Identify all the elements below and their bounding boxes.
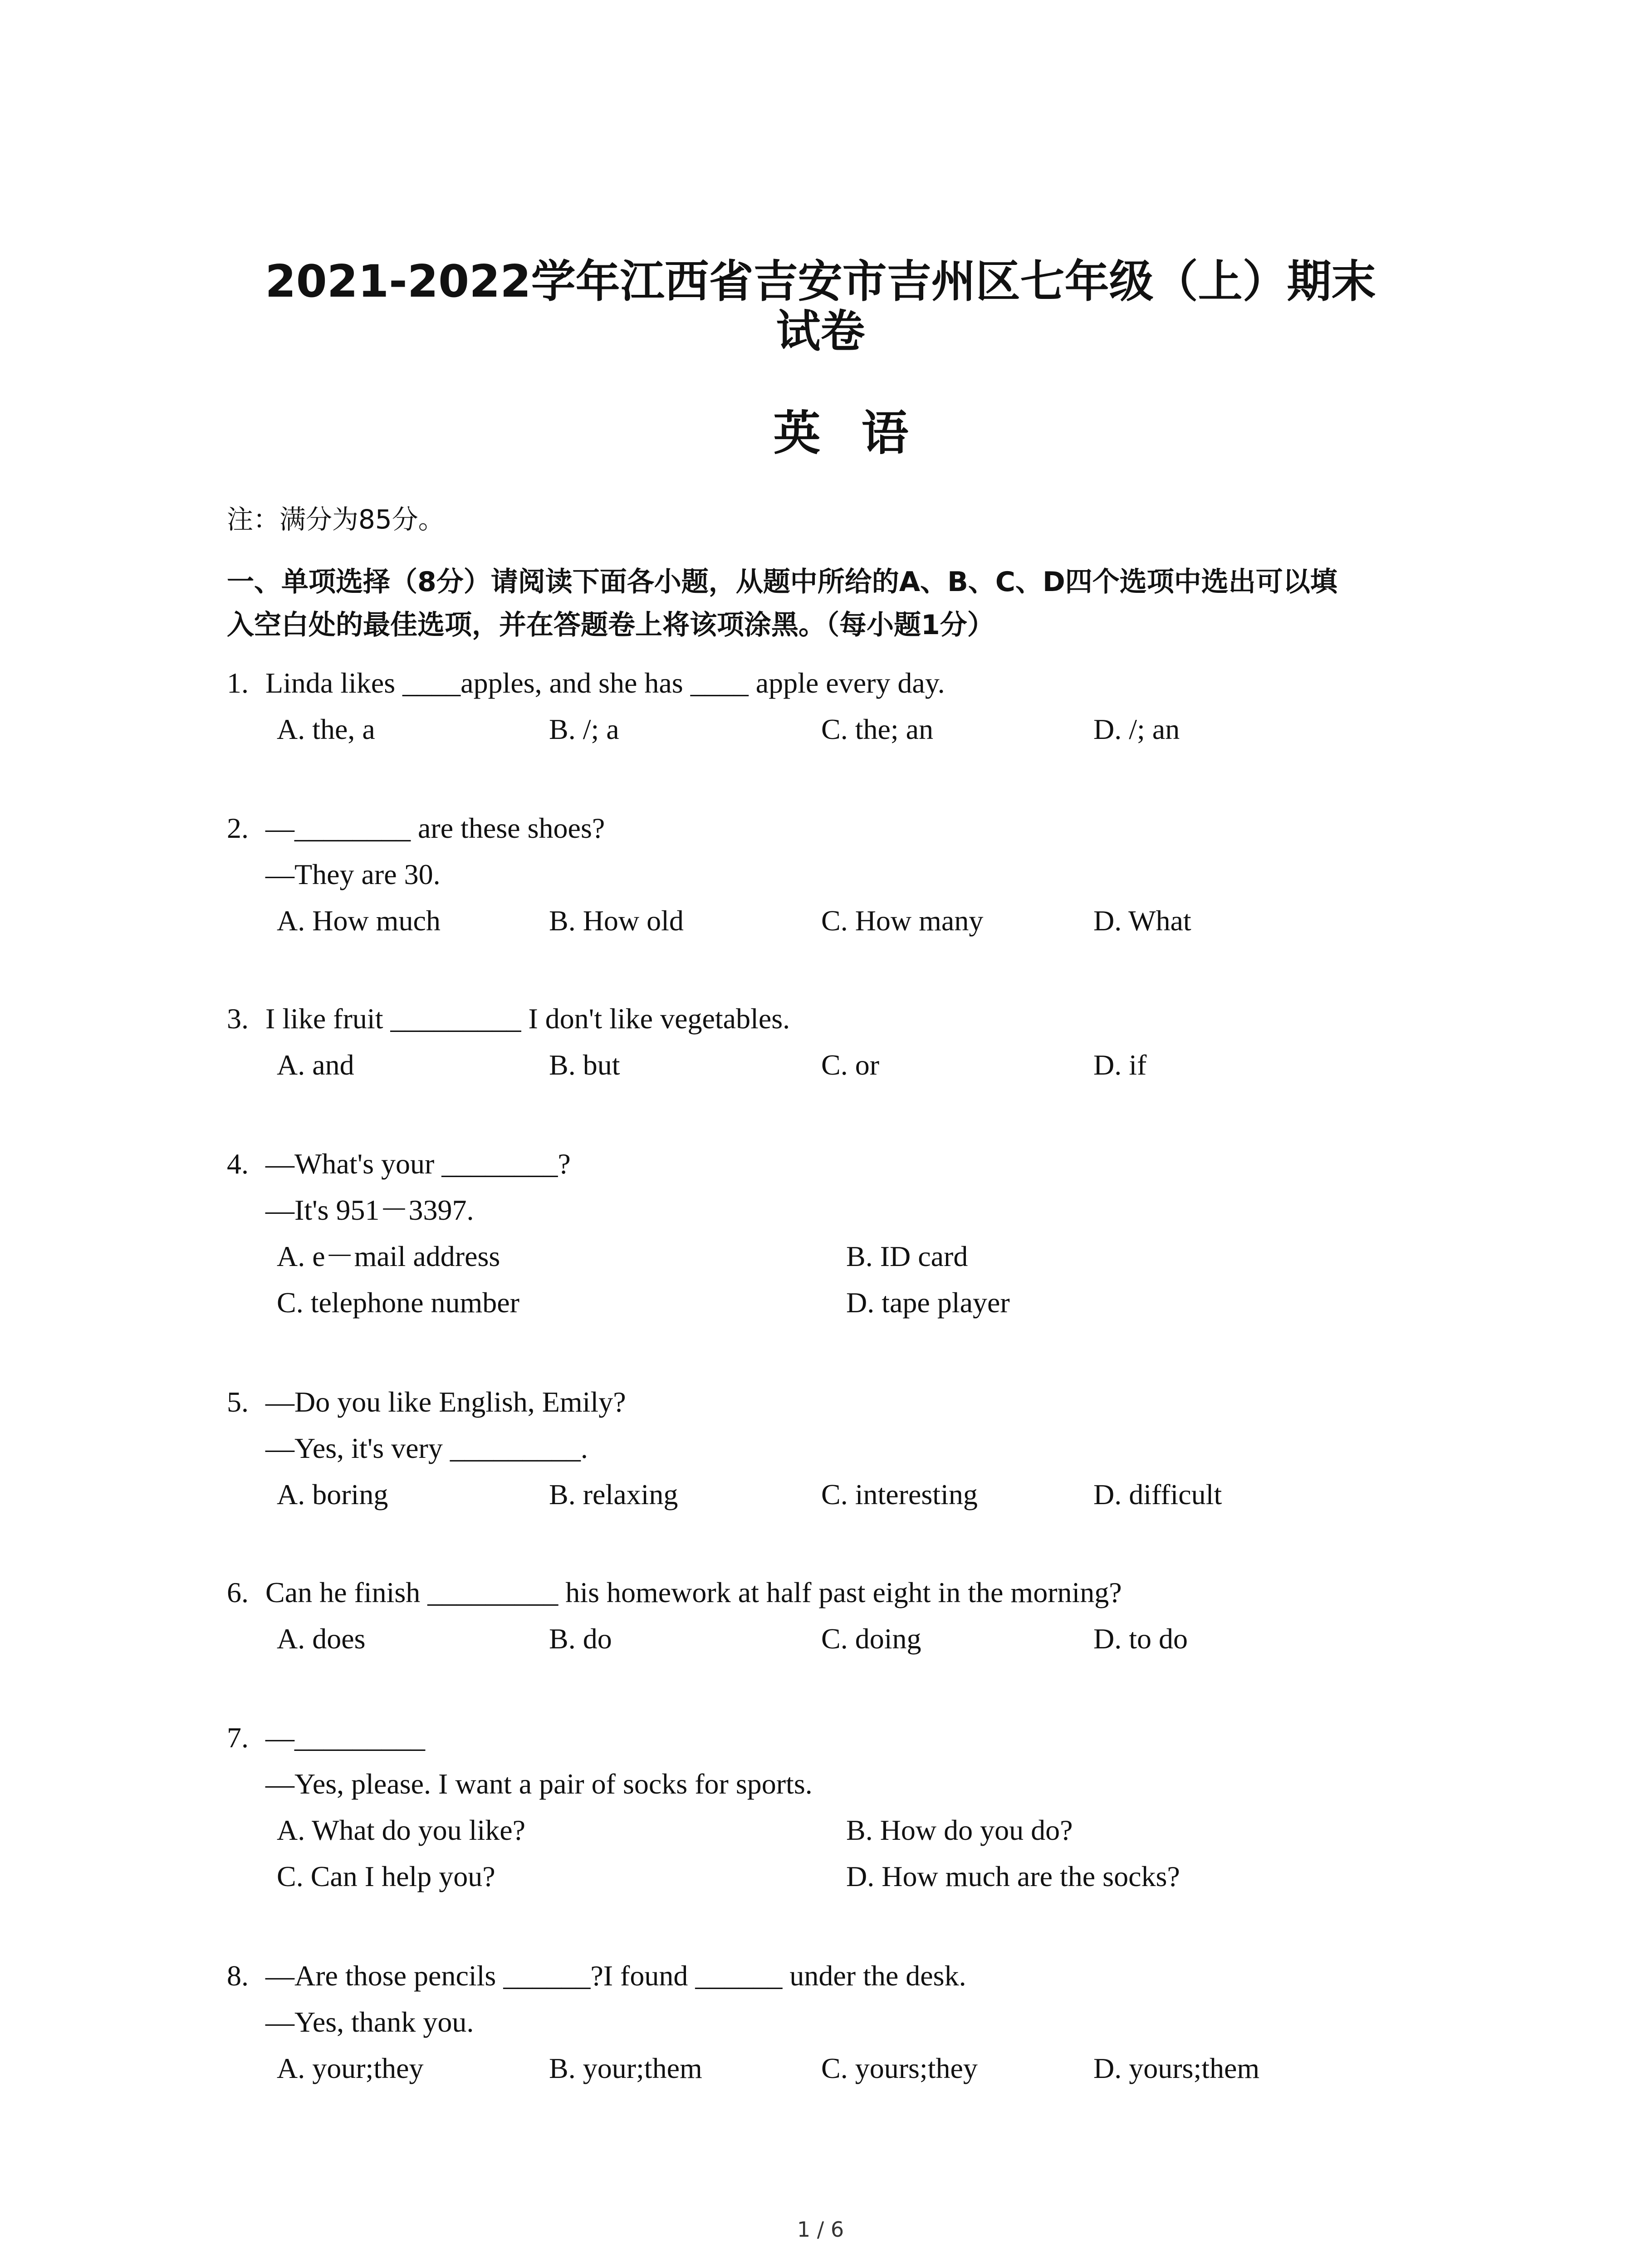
question-stem-answer: —Yes, please. I want a pair of socks for sports. [265, 1768, 813, 1800]
question-stem-answer: —It's 951－3397. [265, 1194, 474, 1226]
option-a: A. does [277, 1623, 366, 1655]
option-a: A. and [277, 1049, 354, 1081]
option-c: C. telephone number [277, 1286, 519, 1319]
question-stem-answer: —They are 30. [265, 858, 441, 890]
option-d: D. if [1093, 1049, 1147, 1081]
option-b: B. relaxing [549, 1478, 678, 1510]
question-number: 5. [227, 1386, 249, 1418]
question-number: 6. [227, 1576, 249, 1608]
subject-heading: 英语 [773, 406, 950, 461]
question-stem-answer: —Yes, it's very _________. [265, 1432, 588, 1464]
option-c: C. interesting [821, 1478, 978, 1510]
question-number: 7. [227, 1721, 249, 1754]
question-stem-answer: —Yes, thank you. [265, 2006, 474, 2038]
option-b: B. ID card [846, 1240, 968, 1272]
question-stem: Can he finish _________ his homework at half past eight in the morning? [265, 1576, 1122, 1608]
option-d: D. to do [1093, 1623, 1188, 1655]
score-note: 注：满分为85分。 [227, 504, 445, 535]
option-d: D. tape player [846, 1286, 1010, 1319]
question-stem: Linda likes ____apples, and she has ____ apple every day. [265, 667, 945, 699]
option-c: C. or [821, 1049, 879, 1081]
option-c: C. Can I help you? [277, 1860, 495, 1892]
option-a: A. What do you like? [277, 1814, 526, 1846]
question-number: 2. [227, 812, 249, 844]
question-stem: —_________ [265, 1721, 425, 1754]
option-d: D. /; an [1093, 713, 1180, 745]
exam-title-line1: 2021-2022学年江西省吉安市吉州区七年级（上）期末 [265, 256, 1376, 308]
question-stem: —Are those pencils ______?I found ______ under the desk. [265, 1960, 966, 1992]
option-c: C. yours;they [821, 2052, 978, 2084]
option-a: A. your;they [277, 2052, 424, 2084]
question-stem: —What's your ________? [265, 1148, 571, 1180]
option-b: B. /; a [549, 713, 619, 745]
question-stem: —________ are these shoes? [265, 812, 605, 844]
question-number: 3. [227, 1002, 249, 1035]
option-a: A. How much [277, 904, 441, 937]
question-number: 4. [227, 1148, 249, 1180]
option-d: D. difficult [1093, 1478, 1222, 1510]
option-b: B. How old [549, 904, 684, 937]
option-d: D. How much are the socks? [846, 1860, 1180, 1892]
option-d: D. yours;them [1093, 2052, 1260, 2084]
question-number: 1. [227, 667, 249, 699]
option-b: B. How do you do? [846, 1814, 1073, 1846]
section-heading-line1: 一、单项选择（8分）请阅读下面各小题，从题中所给的A、B、C、D四个选项中选出可以填 [227, 566, 1337, 598]
exam-title-line2: 试卷 [776, 306, 865, 357]
option-a: A. boring [277, 1478, 388, 1510]
question-stem: I like fruit _________ I don't like vegetables. [265, 1002, 790, 1035]
option-a: A. the, a [277, 713, 375, 745]
section-heading-line2: 入空白处的最佳选项，并在答题卷上将该项涂黑。（每小题1分） [227, 609, 994, 641]
option-c: C. How many [821, 904, 984, 937]
option-b: B. your;them [549, 2052, 702, 2084]
option-d: D. What [1093, 904, 1191, 937]
option-b: B. but [549, 1049, 620, 1081]
option-b: B. do [549, 1623, 612, 1655]
question-number: 8. [227, 1960, 249, 1992]
option-c: C. the; an [821, 713, 934, 745]
option-a: A. e－mail address [277, 1240, 500, 1272]
question-stem: —Do you like English, Emily? [265, 1386, 626, 1418]
page-number: 1 / 6 [797, 2217, 844, 2242]
option-c: C. doing [821, 1623, 921, 1655]
